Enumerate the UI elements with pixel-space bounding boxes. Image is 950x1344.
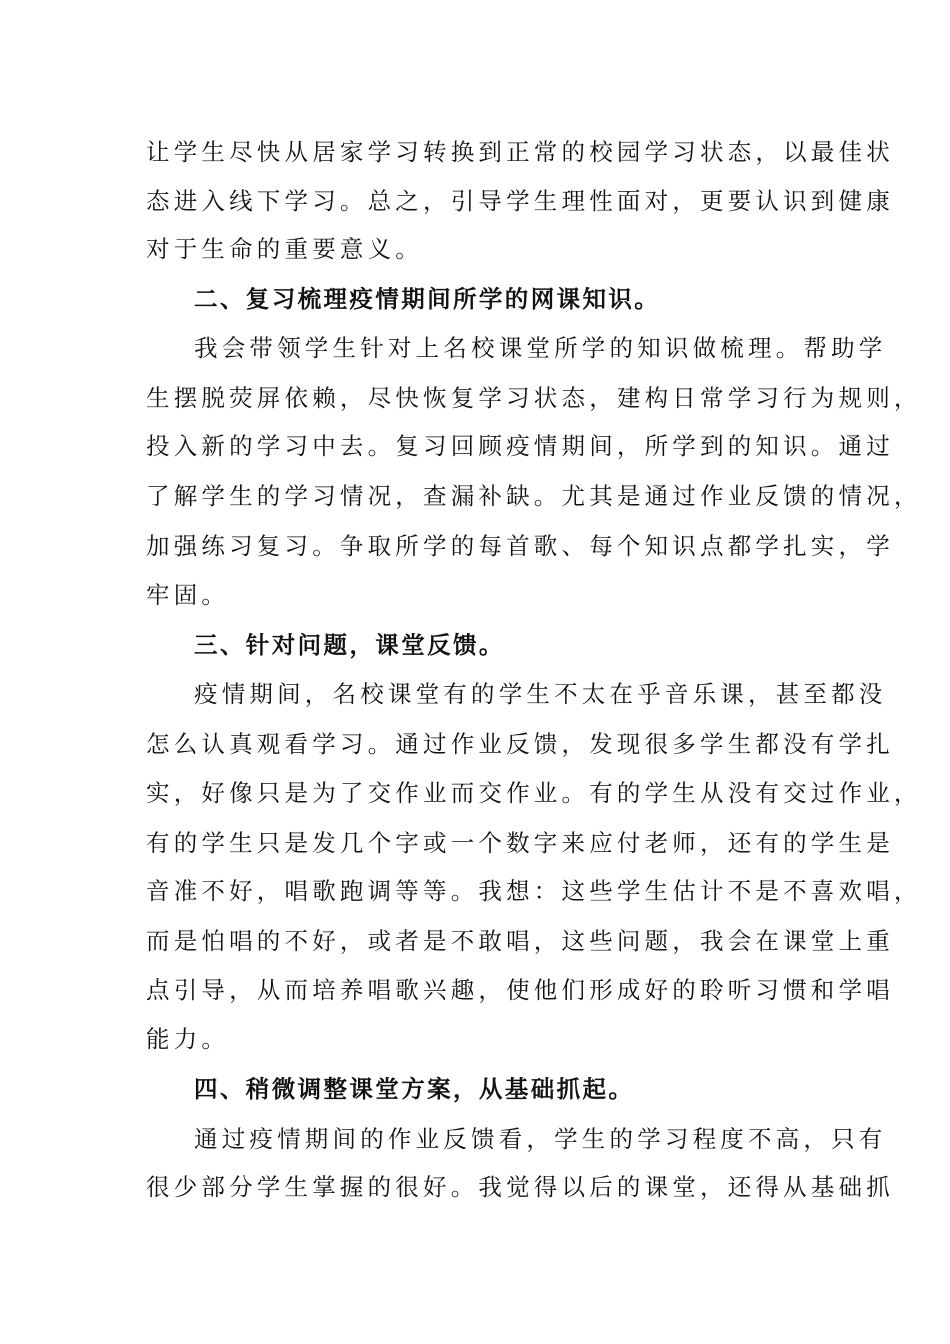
paragraph-line: 有的学生只是发几个字或一个数字来应付老师，还有的学生是 [146, 829, 894, 857]
paragraph-line: 能力。 [146, 1025, 230, 1053]
paragraph-line: 对于生命的重要意义。 [146, 235, 423, 263]
paragraph-line: 怎么认真观看学习。通过作业反馈，发现很多学生都没有学扎 [146, 730, 894, 758]
paragraph-line: 投入新的学习中去。复习回顾疫情期间，所学到的知识。通过 [146, 432, 894, 460]
paragraph-line: 我会带领学生针对上名校课堂所学的知识做梳理。帮助学 [194, 334, 887, 362]
paragraph-line: 生摆脱荧屏依赖，尽快恢复学习状态，建构日常学习行为规则， [146, 384, 922, 412]
paragraph-line: 而是怕唱的不好，或者是不敢唱，这些问题，我会在课堂上重 [146, 927, 894, 955]
paragraph-line: 让学生尽快从居家学习转换到正常的校园学习状态，以最佳状 [146, 138, 894, 166]
paragraph-line: 很少部分学生掌握的很好。我觉得以后的课堂，还得从基础抓 [146, 1173, 894, 1201]
paragraph-line: 疫情期间，名校课堂有的学生不太在乎音乐课，甚至都没 [194, 680, 887, 708]
paragraph-line: 态进入线下学习。总之，引导学生理性面对，更要认识到健康 [146, 187, 894, 215]
section-heading-2: 二、复习梳理疫情期间所学的网课知识。 [194, 285, 661, 313]
section-heading-3: 三、针对问题，课堂反馈。 [194, 631, 505, 659]
paragraph-line: 通过疫情期间的作业反馈看，学生的学习程度不高，只有 [194, 1125, 887, 1153]
section-heading-4: 四、稍微调整课堂方案，从基础抓起。 [194, 1075, 635, 1103]
paragraph-line: 加强练习复习。争取所学的每首歌、每个知识点都学扎实，学 [146, 532, 894, 560]
paragraph-line: 音准不好，唱歌跑调等等。我想：这些学生估计不是不喜欢唱， [146, 877, 922, 905]
paragraph-line: 牢固。 [146, 581, 230, 609]
paragraph-line: 了解学生的学习情况，查漏补缺。尤其是通过作业反馈的情况， [146, 482, 922, 510]
paragraph-line: 点引导，从而培养唱歌兴趣，使他们形成好的聆听习惯和学唱 [146, 976, 894, 1004]
paragraph-line: 实，好像只是为了交作业而交作业。有的学生从没有交过作业， [146, 779, 922, 807]
